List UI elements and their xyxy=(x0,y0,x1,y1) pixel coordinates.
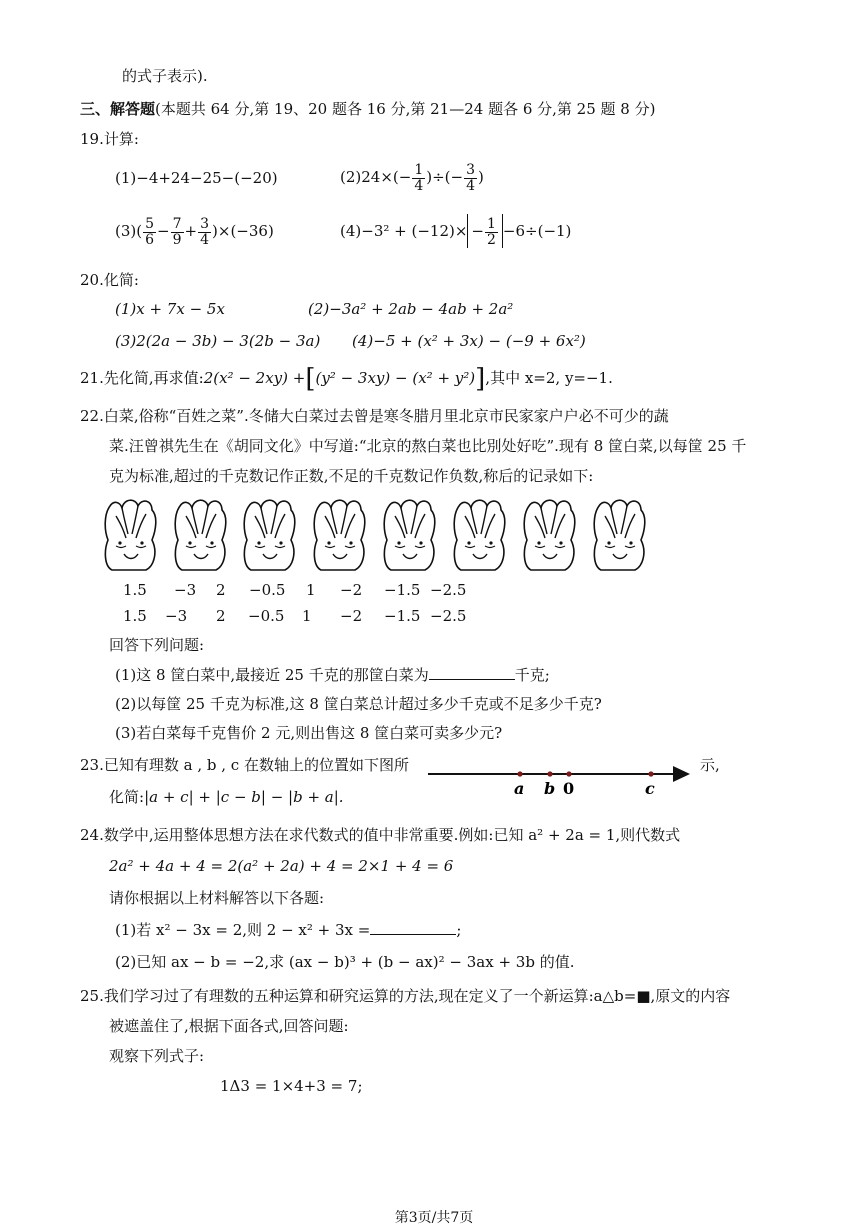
q19-part3: (3)( $\frac{5}{6}$ − $\frac{7}{9}$ + $\frac{3}{4}$ )×(−36) xyxy=(115,215,274,248)
q19-part2: (2)24×(− $\frac{1}{4}$ )÷(− $\frac{3}{4}$ ) xyxy=(340,161,484,194)
q23-line2: 化简:|a + c| + |c − b| − |b + a|. xyxy=(109,788,344,806)
q25-line1: 25.我们学习过了有理数的五种运算和研究运算的方法,现在定义了一个新运算:a△b=■,原文的内容 xyxy=(80,987,731,1005)
prev-question-tail: 的式子表示). xyxy=(122,67,208,85)
section-heading xyxy=(80,99,655,119)
section-note: (本题共 64 分,第 19、20 题各 16 分,第 21—24 题各 6 分,第 25 题 8 分) xyxy=(155,100,656,118)
answer-blank[interactable] xyxy=(429,665,515,680)
answer-blank[interactable] xyxy=(370,920,456,935)
weight-value: −0.5 xyxy=(249,581,286,599)
q22-sub3: (3)若白菜每千克售价 2 元,则出售这 8 筐白菜可卖多少元? xyxy=(115,724,503,742)
axis-label-c: c xyxy=(645,779,655,798)
weight-value: −3 xyxy=(165,607,188,625)
cabbage-icon xyxy=(591,496,647,574)
q24-sub1: (1)若 x² − 3x = 2,则 2 − x² + 3x = ; xyxy=(115,921,462,939)
cabbage-icon xyxy=(241,496,297,574)
q24-line3: 请你根据以上材料解答以下各题: xyxy=(109,889,325,907)
axis-label-zero: 0 xyxy=(563,779,575,798)
weight-value: −1.5 xyxy=(384,607,421,625)
absolute-value: − $\frac{1}{2}$ xyxy=(467,214,503,248)
cabbage-icon xyxy=(172,496,228,574)
cabbage-icon xyxy=(451,496,507,574)
cabbage-icon xyxy=(381,496,437,574)
q22-line3: 克为标准,超过的千克数记作正数,不足的千克数记作负数,称后的记录如下: xyxy=(109,467,594,485)
weight-value: −0.5 xyxy=(248,607,285,625)
weight-value: −2.5 xyxy=(430,607,467,625)
weight-value: −2 xyxy=(340,581,363,599)
q20-part4: (4)−5 + (x² + 3x) − (−9 + 6x²) xyxy=(352,332,586,350)
weight-value: 2 xyxy=(216,607,226,625)
fraction: $\frac{1}{2}$ xyxy=(486,215,496,248)
q22-line1: 22.白菜,俗称“百姓之菜”.冬储大白菜过去曾是寒冬腊月里北京市民家家户户必不可少的蔬 xyxy=(80,407,669,425)
weight-value: 1.5 xyxy=(123,607,147,625)
section-title: 三、解答题 xyxy=(80,100,156,118)
fraction: $\frac{3}{4}$ xyxy=(466,161,476,194)
axis-label-a: a xyxy=(514,779,525,798)
q25-line2: 被遮盖住了,根据下面各式,回答问题: xyxy=(109,1017,349,1035)
q24-line1: 24.数学中,运用整体思想方法在求代数式的值中非常重要.例如:已知 a² + 2a = 1,则代数式 xyxy=(80,826,681,844)
fraction: $\frac{3}{4}$ xyxy=(200,215,210,248)
weight-value: 1 xyxy=(306,581,316,599)
cabbage-icon xyxy=(521,496,577,574)
q22-prompt: 回答下列问题: xyxy=(109,636,205,654)
axis-label-b: b xyxy=(544,779,556,798)
weight-value: 1 xyxy=(302,607,312,625)
weight-value: −2 xyxy=(340,607,363,625)
q22-sub1: (1)这 8 筐白菜中,最接近 25 千克的那筐白菜为 千克; xyxy=(115,666,550,684)
weight-value: −3 xyxy=(174,581,197,599)
q19-part1: (1)−4+24−25−(−20) xyxy=(115,169,278,187)
q24-line2: 2a² + 4a + 4 = 2(a² + 2a) + 4 = 2×1 + 4 = 6 xyxy=(109,857,454,875)
weight-value: 2 xyxy=(216,581,226,599)
q22-line2: 菜.汪曾祺先生在《胡同文化》中写道:“北京的熬白菜也比別处好吃”.现有 8 筐白菜,以每筐 25 千 xyxy=(109,437,747,455)
q25-line4: 1Δ3 = 1×4+3 = 7; xyxy=(220,1077,363,1095)
q19-part4: (4)−3² + (−12)× − $\frac{1}{2}$ −6÷(−1) xyxy=(340,215,572,248)
page-number: 第3页/共7页 xyxy=(394,1210,474,1226)
weight-value: −2.5 xyxy=(430,581,467,599)
fraction: $\frac{7}{9}$ xyxy=(172,215,182,248)
q20-heading: 20.化简: xyxy=(80,271,139,289)
weight-value: −1.5 xyxy=(384,581,421,599)
q20-part1: (1)x + 7x − 5x xyxy=(115,300,225,318)
q24-sub2: (2)已知 ax − b = −2,求 (ax − b)³ + (b − ax)² − 3ax + 3b 的值. xyxy=(115,953,575,971)
number-line xyxy=(428,760,698,800)
weight-value: 1.5 xyxy=(123,581,147,599)
fraction: $\frac{5}{6}$ xyxy=(145,215,155,248)
q23-line1: 23.已知有理数 a , b , c 在数轴上的位置如下图所 xyxy=(80,756,409,774)
q23-line1-end: 示, xyxy=(700,756,720,774)
q21-line: 21.先化简,再求值:2(x² − 2xy) +[(y² − 3xy) − (x² + y²)],其中 x=2, y=−1. xyxy=(80,364,613,394)
q25-line3: 观察下列式子: xyxy=(109,1047,205,1065)
cabbage-icon xyxy=(102,496,158,574)
q20-part3: (3)2(2a − 3b) − 3(2b − 3a) xyxy=(115,332,321,350)
q19-heading: 19.计算: xyxy=(80,130,139,148)
fraction: $\frac{1}{4}$ xyxy=(414,161,424,194)
q22-sub2: (2)以每筐 25 千克为标准,这 8 筐白菜总计超过多少千克或不足多少千克? xyxy=(115,695,602,713)
q20-part2: (2)−3a² + 2ab − 4ab + 2a² xyxy=(308,300,514,318)
cabbage-icon xyxy=(311,496,367,574)
